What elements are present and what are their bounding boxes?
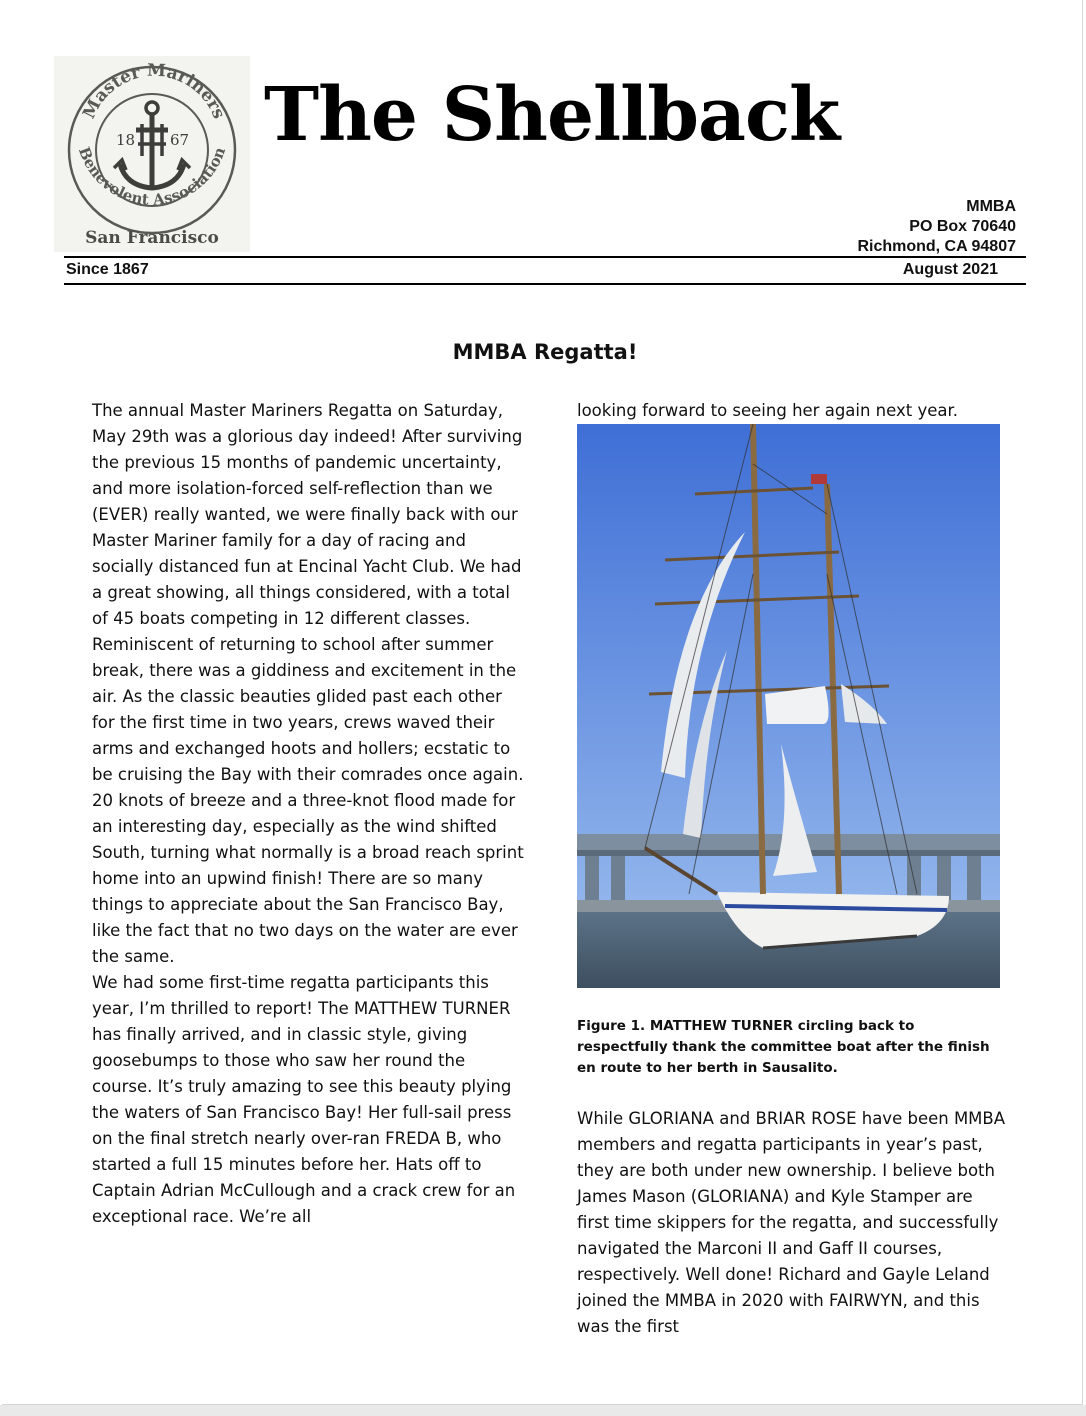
masthead-title: The Shellback	[264, 72, 840, 158]
svg-text:18: 18	[116, 131, 136, 149]
svg-text:Master Mariners: Master Mariners	[79, 60, 229, 122]
svg-text:Benevolent Association: Benevolent Association	[74, 144, 230, 209]
paragraph: looking forward to seeing her again next year.	[577, 401, 959, 420]
paragraph: 20 knots of breeze and a three-knot flood made for an interesting day, especially as the wind shifted South, turning what normally is a broad reach sprint home into an upwind finish! There are so many things to appreciate about the San Francisco Bay, like the fact that no two days on the water are ever the same.	[92, 791, 524, 966]
logo-city-label: San Francisco	[85, 228, 219, 248]
figure-caption: Figure 1. MATTHEW TURNER circling back to respectfully thank the committee boat after the finish en route to her berth in Sausalito.	[577, 1018, 990, 1076]
article-column-right-bottom	[577, 1106, 1007, 1340]
mailing-address	[857, 197, 1016, 257]
address-box: PO Box 70640	[909, 218, 1016, 235]
paragraph: While GLORIANA and BRIAR ROSE have been MMBA members and regatta participants in year’s past, they are both under new ownership. I believe both James Mason (GLORIANA) and Kyle Stamper are first time skippers for the regatta, and successfully navigated the Marconi II and Gaff II courses, respectively. Well done! Richard and Gayle Leland joined the MMBA in 2020 with FAIRWYN, and this was the first	[577, 1109, 1006, 1336]
article-headline: MMBA Regatta!	[452, 340, 638, 364]
svg-text:67: 67	[170, 131, 190, 149]
mmba-logo	[54, 56, 250, 252]
article-column-right-top	[577, 398, 1007, 424]
paragraph: We had some first-time regatta participants this year, I’m thrilled to report! The MATTHEW TURNER has finally arrived, and in classic style, giving goosebumps to those who saw her round the course. It’s truly amazing to see this beauty plying the waters of San Francisco Bay! Her full-sail press on the final stretch nearly over-ran FREDA B, who started a full 15 minutes before her. Hats off to Captain Adrian McCullough and a crack crew for an exceptional race. We’re all	[92, 973, 516, 1226]
sailing-ship-image-icon	[577, 424, 1000, 988]
masthead-rule-top	[64, 256, 1026, 258]
schooner-photo	[577, 424, 1000, 988]
article-column-left	[92, 398, 524, 1230]
paragraph: The annual Master Mariners Regatta on Saturday, May 29th was a glorious day indeed! After surviving the previous 15 months of pandemic uncertainty, and more isolation-forced self-reflection than we (EVER) really wanted, we were finally back with our Master Mariner family for a day of racing and socially distanced fun at Encinal Yacht Club. We had a great showing, all things considered, with a total of 45 boats competing in 12 different classes. Reminiscent of returning to school after summer break, there was a giddiness and excitement in the air. As the classic beauties glided past each other for the first time in two years, crews waved their arms and exchanged hoots and hollers; ecstatic to be cruising the Bay with their comrades once again.	[92, 401, 524, 784]
address-org: MMBA	[966, 198, 1016, 215]
masthead-rule-bottom	[64, 283, 1026, 285]
address-city: Richmond, CA 94807	[857, 238, 1016, 255]
anchor-seal-icon	[54, 56, 250, 252]
issue-date: August 2021	[902, 261, 998, 278]
newsletter-page	[2, 0, 1083, 1405]
since-label: Since 1867	[66, 261, 149, 278]
page-bottom-edge	[0, 1405, 1086, 1416]
